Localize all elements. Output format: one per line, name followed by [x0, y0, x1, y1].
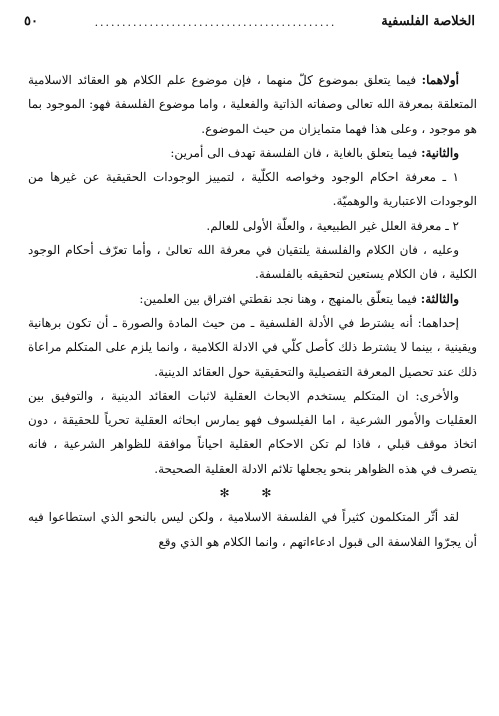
page-number: ٥٠ [24, 14, 38, 29]
running-header [24, 14, 475, 34]
paragraph-label: أولاهما: [421, 73, 459, 87]
paragraph-label: والثالثة: [420, 291, 459, 306]
paragraph-third-difference [28, 287, 477, 311]
paragraph-influence: لقد أثّر المتكلمون كثيراً في الفلسفة الاسلامية ، ولكن ليس بالنحو الذي استطاعوا فيه أن يجرّوا الفلاسفة الى قبول ادعاءاتهم ، وانما الكلام هو الذي وقع [28, 510, 477, 549]
paragraph-label: والثانية: [421, 145, 459, 160]
paragraph-text: فيما يتعلق بموضوع كلّ منهما ، فإن موضوع علم الكلام هو العقائد الاسلامية المتعلقة بمعرفة الله تعالى وصفاته الذاتية والفعلية ، واما موضوع الفلسفة فهو: الموجود بما هو موجود ، وعلى هذا فهما متمايزان من حيث الموضوع. [28, 73, 477, 136]
page-body [28, 68, 477, 554]
section-separator-stars: ✻ ✻ [219, 486, 286, 501]
paragraph-text: فيما يتعلق بالغاية ، فان الفلسفة تهدف الى أمرين: [170, 145, 422, 160]
paragraph-second-point: والأخرى: ان المتكلم يستخدم الابحاث العقلية لاثبات العقائد الدينية ، والتوفيق بين العقليات والأمور الشرعية ، اما الفيلسوف فهو يمارس ابحاثه العقلية تحرياً للحقيقة ، دون اتخاذ موقف قبلي ، فاذا لم تكن الاحكام العقلية احياناً موافقة للظواهر الشرعية ، فانه يتصرف في هذه الظواهر بنحو يجعلها تلائم الادلة العقلية الصحيحة. [28, 388, 477, 476]
paragraph-first-point: إحداهما: أنه يشترط في الأدلة الفلسفية ـ من حيث المادة والصورة ـ أن تكون برهانية ويقينية ، بينما لا يشترط ذلك كأصل كلّي في الادلة الكلامية ، وانما يلزم على المتكلم مراعاة ذلك عند تحصيل المعرفة التفصيلية والتحقيقية حول العقائد الدينية. [28, 315, 477, 379]
paragraph-second-difference [28, 141, 477, 165]
list-item-two: ٢ ـ معرفة العلل غير الطبيعية ، والعلّة الأولى للعالم. [206, 218, 459, 233]
header-leader-dots: ............................................ [94, 16, 337, 29]
list-item-one: ١ ـ معرفة احكام الوجود وخواصه الكلّية ، لتمييز الوجودات الحقيقية عن غيرها من الوجودات الاعتبارية والوهميّة. [28, 170, 477, 209]
paragraph-first-difference [28, 68, 477, 141]
header-title: الخلاصة الفلسفية [381, 14, 475, 29]
paragraph-text: فيما يتعلّق بالمنهج ، وهنا نجد نقطتي افتراق بين العلمين: [139, 291, 421, 306]
paragraph-accordingly: وعليه ، فان الكلام والفلسفة يلتقيان في معرفة الله تعالىٰ ، وأما تعرّف أحكام الوجود الكلية ، فان الكلام يستعين لتحقيقه بالفلسفة. [28, 243, 477, 282]
